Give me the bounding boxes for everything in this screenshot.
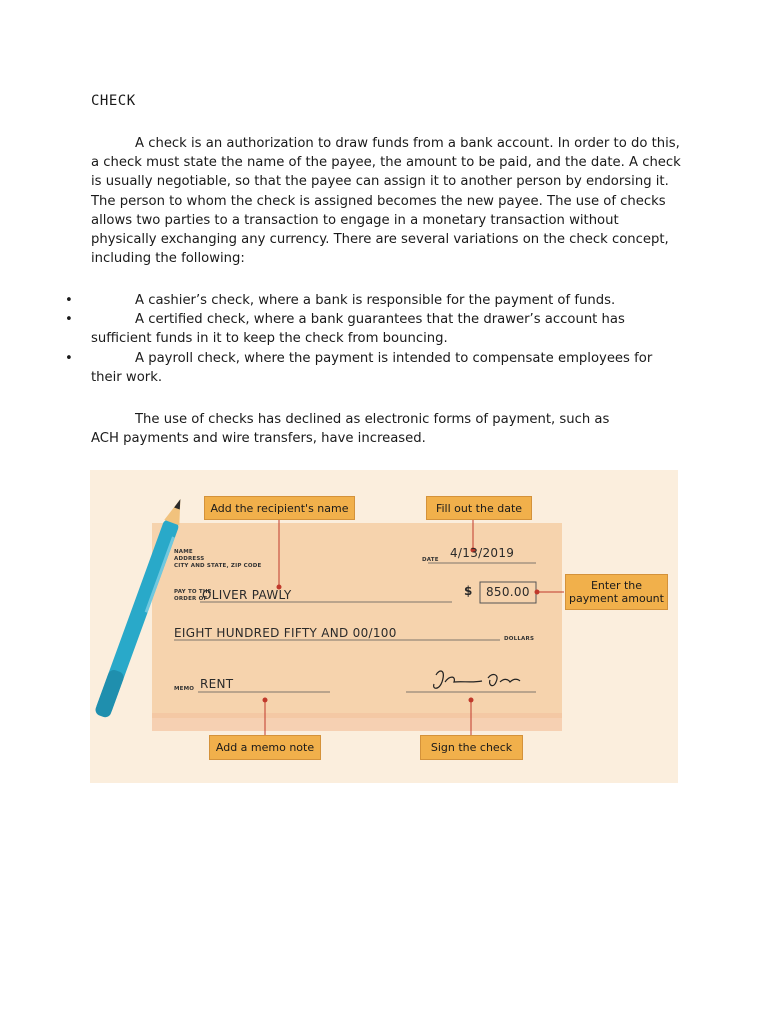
intro-paragraph (91, 134, 681, 268)
dollars-label: DOLLARS (504, 636, 535, 642)
recipient-callout: Add the recipient's name (204, 496, 355, 520)
sign-callout: Sign the check (420, 735, 523, 760)
bullet-icon: • (65, 312, 73, 328)
dollar-sign: $ (464, 584, 473, 598)
check-perforation (152, 713, 562, 731)
list-item (60, 349, 682, 387)
check-illustration (90, 470, 678, 783)
amount-callout: Enter the payment amount (565, 574, 668, 610)
closing-paragraph (91, 410, 611, 448)
bullet-icon: • (65, 293, 73, 308)
date-label: DATE (422, 557, 439, 563)
date-value: 4/13/2019 (450, 546, 515, 560)
pay-to-label-1: PAY TO THE (174, 589, 212, 595)
page-title: CHECK (91, 93, 136, 109)
amount-pointer-dot (535, 590, 540, 595)
list-item (60, 291, 682, 310)
pay-to-label-2: ORDER OF (174, 596, 208, 602)
bullet-icon: • (65, 350, 73, 366)
address-label: ADDRESS (174, 556, 205, 562)
city-label: CITY AND STATE, ZIP CODE (174, 563, 262, 569)
sign-pointer-dot (469, 698, 474, 703)
check-types-list (60, 291, 682, 387)
closing-paragraph-text: The use of checks has declined as electronic forms of payment, such as ACH payments and wire transfers, have increased. (91, 412, 610, 447)
written-amount: EIGHT HUNDRED FIFTY AND 00/100 (174, 626, 397, 640)
memo-value: RENT (200, 677, 234, 691)
memo-pointer-dot (263, 698, 268, 703)
payee-value: OLIVER PAWLY (202, 588, 292, 602)
list-item-text: A cashier’s check, where a bank is responsible for the payment of funds. (135, 293, 616, 308)
memo-callout: Add a memo note (209, 735, 321, 760)
memo-label: MEMO (174, 686, 195, 692)
list-item-text: A payroll check, where the payment is intended to compensate employees for their work. (91, 350, 653, 385)
amount-value: 850.00 (486, 585, 530, 599)
name-label: NAME (174, 549, 193, 555)
intro-paragraph-text: A check is an authorization to draw funds from a bank account. In order to do this, a check must state the name of the payee, the amount to be paid, and the date. A check is usually negotiable, so that the payee can assign it to another person by endorsing it. The person to whom the check is assigned becomes the new payee. The use of checks allows two parties to a transaction to engage in a monetary transaction without physically exchanging any currency. There are several variations on the check concept, including the following: (91, 136, 681, 267)
date-callout: Fill out the date (426, 496, 532, 520)
list-item-text: A certified check, where a bank guarantees that the drawer’s account has sufficient funds in it to keep the check from bouncing. (91, 312, 625, 347)
list-item (60, 310, 682, 348)
